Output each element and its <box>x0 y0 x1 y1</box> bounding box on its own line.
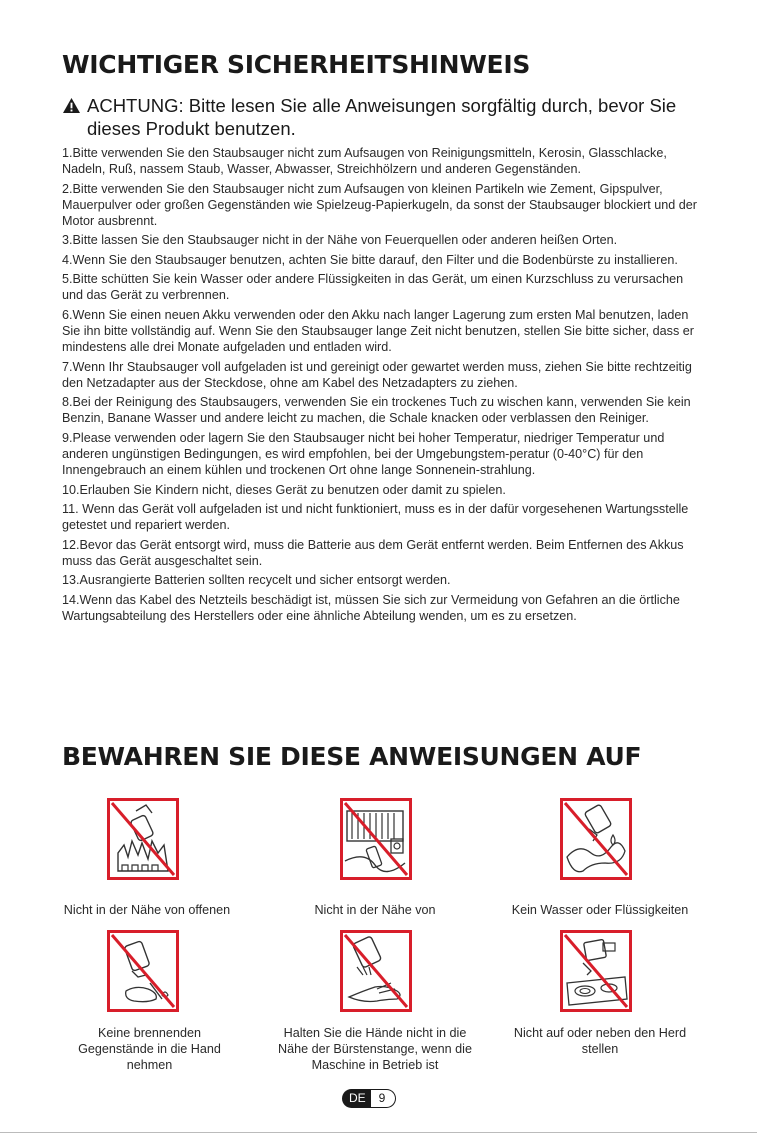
list-item: 3.Bitte lassen Sie den Staubsauger nicht in der Nähe von Feuerquellen oder anderen heißen Orten. <box>62 233 618 248</box>
no-stove-icon <box>560 930 632 1012</box>
caption-hands-near-brush: Halten Sie die Hände nicht in die Nähe der Bürstenstange, wenn die Maschine in Betrieb ist <box>278 1026 472 1072</box>
warning-line-1: ACHTUNG: Bitte lesen Sie alle Anweisungen sorgfältig durch, bevor Sie <box>87 95 677 116</box>
language-badge: DE <box>342 1089 371 1108</box>
list-item: 2.Bitte verwenden Sie den Staubsauger nicht zum Aufsaugen von kleinen Partikeln wie Zement, Gipspulver, Mauerpulver oder großen Gegenständen wie Spielzeug-Papierkugeln, da sonst der Staubsauger blockiert und der Motor ausbrennt. <box>62 181 697 228</box>
list-item: 4.Wenn Sie den Staubsauger benutzen, achten Sie bitte darauf, den Filter und die Bodenbürste zu installieren. <box>62 252 678 267</box>
no-open-fire-icon <box>107 798 179 880</box>
section-title: BEWAHREN SIE DIESE ANWEISUNGEN AUF <box>62 742 642 771</box>
list-item: 11. Wenn das Gerät voll aufgeladen ist und nicht funktioniert, muss es in der dafür vorgesehenen Wartungsstelle getestet und repariert werden. <box>62 501 689 533</box>
caption-burning-objects: Keine brennenden Gegenstände in die Hand nehmen <box>78 1026 221 1072</box>
list-item: 14.Wenn das Kabel des Netzteils beschädigt ist, müssen Sie sich zur Vermeidung von Gefahren an die örtliche Wartungsabteilung des Herstellers oder eine ähnliche Abteilung wenden, um es zu ersetzen. <box>62 592 680 623</box>
page-bottom-border <box>0 1132 757 1133</box>
list-item: 9.Please verwenden oder lagern Sie den Staubsauger nicht bei hoher Temperatur, niedriger Temperatur und anderen ungünstigen Bedingungen, es wird empfohlen, bei der Umgebungstem-peratur (0-40°C) für den Innengebrauch an einem kühlen und trockenen Ort ohne lange Sonnenein-strahlung. <box>62 430 665 478</box>
caption-heater: Nicht in der Nähe von <box>314 903 436 917</box>
list-item: 5.Bitte schütten Sie kein Wasser oder andere Flüssigkeiten in das Gerät, um einen Kurzschluss zu verursachen und das Gerät zu verbrennen. <box>62 272 684 303</box>
no-heater-icon <box>340 798 412 880</box>
caption-water: Kein Wasser oder Flüssigkeiten <box>511 903 689 917</box>
list-item: 13.Ausrangierte Batterien sollten recycelt und sicher entsorgt werden. <box>62 573 451 588</box>
no-hands-near-brush-icon <box>340 930 412 1012</box>
page-footer <box>342 1089 396 1108</box>
list-item: 12.Bevor das Gerät entsorgt wird, muss die Batterie aus dem Gerät entfernt werden. Beim Entfernen des Akkus muss das Gerät ausgeschaltet sein. <box>62 537 684 568</box>
list-item: 6.Wenn Sie einen neuen Akku verwenden oder den Akku nach langer Lagerung zum ersten Mal benutzen, laden Sie ihn bitte vollständig auf. Wenn Sie den Staubsauger lange Zeit nicht benutzen, stellen Sie bitte sicher, dass er mindestens alle drei Monate aufgeladen und entladen wird. <box>62 307 694 355</box>
list-item: 7.Wenn Ihr Staubsauger voll aufgeladen ist und gereinigt oder gewartet werden muss, ziehen Sie bitte rechtzeitig den Netzadapter aus der Steckdose, ohne am Kabel des Netzadapters zu ziehen. <box>62 359 692 390</box>
warning-triangle-icon <box>62 97 81 114</box>
page-title: WICHTIGER SICHERHEITSHINWEIS <box>62 50 531 79</box>
page-number: 9 <box>371 1089 397 1108</box>
caption-stove: Nicht auf oder neben den Herd stellen <box>513 1026 687 1056</box>
list-item: 10.Erlauben Sie Kindern nicht, dieses Gerät zu benutzen oder damit zu spielen. <box>62 482 506 497</box>
list-item: 1.Bitte verwenden Sie den Staubsauger nicht zum Aufsaugen von Reinigungsmitteln, Kerosin, Glasschlacke, Nadeln, Ruß, nassem Staub, Wasser, Abwasser, Streichhölzern und anderen Gegenständen. <box>62 146 667 177</box>
no-burning-objects-icon <box>107 930 179 1012</box>
warning-line-2: dieses Produkt benutzen. <box>87 118 296 139</box>
no-water-icon <box>560 798 632 880</box>
warning-block <box>62 94 702 140</box>
list-item: 8.Bei der Reinigung des Staubsaugers, verwenden Sie ein trockenes Tuch zu wischen kann, verwenden Sie kein Benzin, Banane Wasser und andere leicht zu machen, die Schale knacken oder verblassen den Reiniger. <box>62 395 691 426</box>
safety-instructions-list <box>62 145 702 627</box>
caption-open-fire: Nicht in der Nähe von offenen <box>63 903 231 917</box>
